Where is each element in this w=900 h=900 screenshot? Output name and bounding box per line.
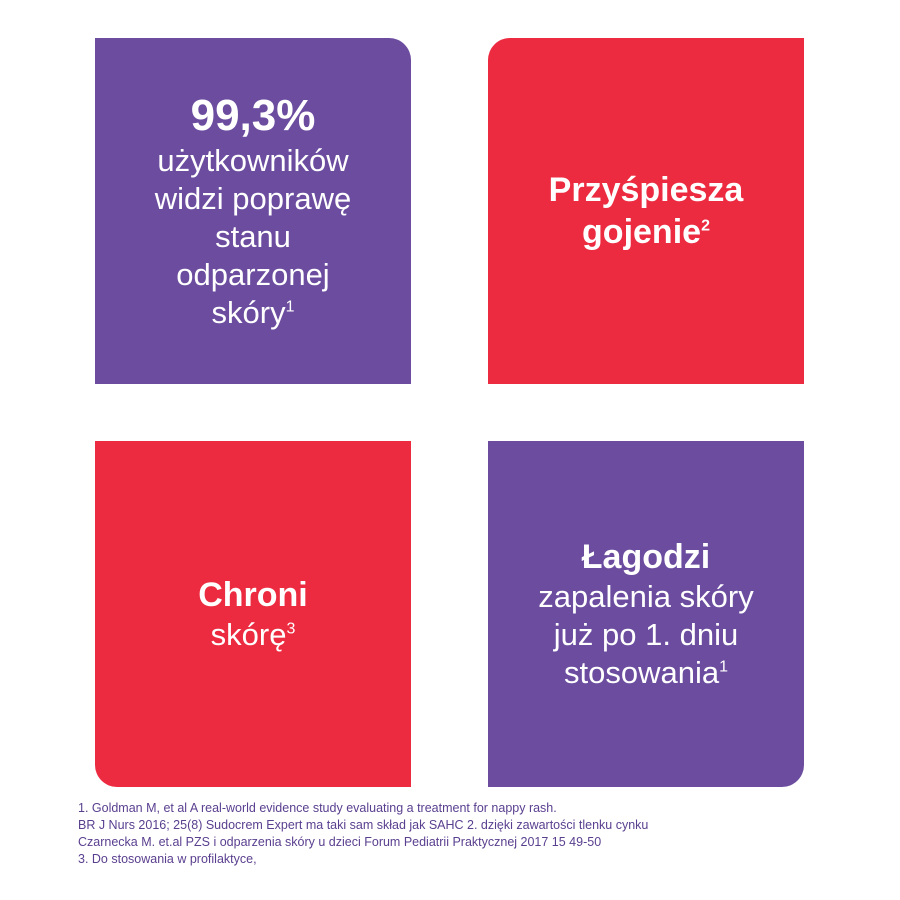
tile-text-line: stanu [215, 219, 291, 254]
footnote-line: BR J Nurs 2016; 25(8) Sudocrem Expert ma taki sam skład jak SAHC 2. dzięki zawartości tlenku cynku [78, 818, 649, 832]
tile-headline: Łagodzi [581, 538, 711, 576]
tile-text-line [212, 294, 295, 332]
tile-soothes-inflammation [488, 441, 804, 787]
tile-headline-word: gojenie [582, 213, 702, 251]
tile-headline: Przyśpiesza [548, 171, 744, 209]
tile-text-line: już po 1. dniu [553, 617, 739, 652]
tile-text-line: odparzonej [176, 257, 330, 292]
footnote-ref: 1 [719, 658, 728, 676]
tile-protects-skin [95, 441, 411, 787]
tile-headline-line [582, 211, 710, 253]
tile-text-line: zapalenia skóry [538, 579, 754, 614]
tile-text-line [211, 616, 296, 654]
footnote-line: 1. Goldman M, et al A real-world evidence study evaluating a treatment for nappy rash. [78, 801, 557, 815]
tile-speeds-healing [488, 38, 804, 384]
tile-text-last: stosowania [564, 655, 720, 690]
footnote-line: 3. Do stosowania w profilaktyce, [78, 852, 257, 866]
tile-headline: 99,3% [190, 91, 316, 140]
tile-text-line [564, 654, 728, 692]
footnotes [78, 800, 878, 868]
tile-headline: Chroni [198, 576, 308, 614]
footnote-ref: 2 [701, 217, 710, 235]
footnote-line: Czarnecka M. et.al PZS i odparzenia skóry u dzieci Forum Pediatrii Praktycznej 2017 15 49-50 [78, 835, 602, 849]
tile-text-last: skóry [211, 295, 286, 330]
tile-text-line: użytkowników [157, 143, 349, 178]
tile-user-improvement [95, 38, 411, 384]
tile-text-last: skórę [210, 617, 287, 652]
footnote-ref: 3 [286, 620, 296, 638]
tile-text-line: widzi poprawę [154, 181, 352, 216]
footnote-ref: 1 [285, 298, 295, 316]
